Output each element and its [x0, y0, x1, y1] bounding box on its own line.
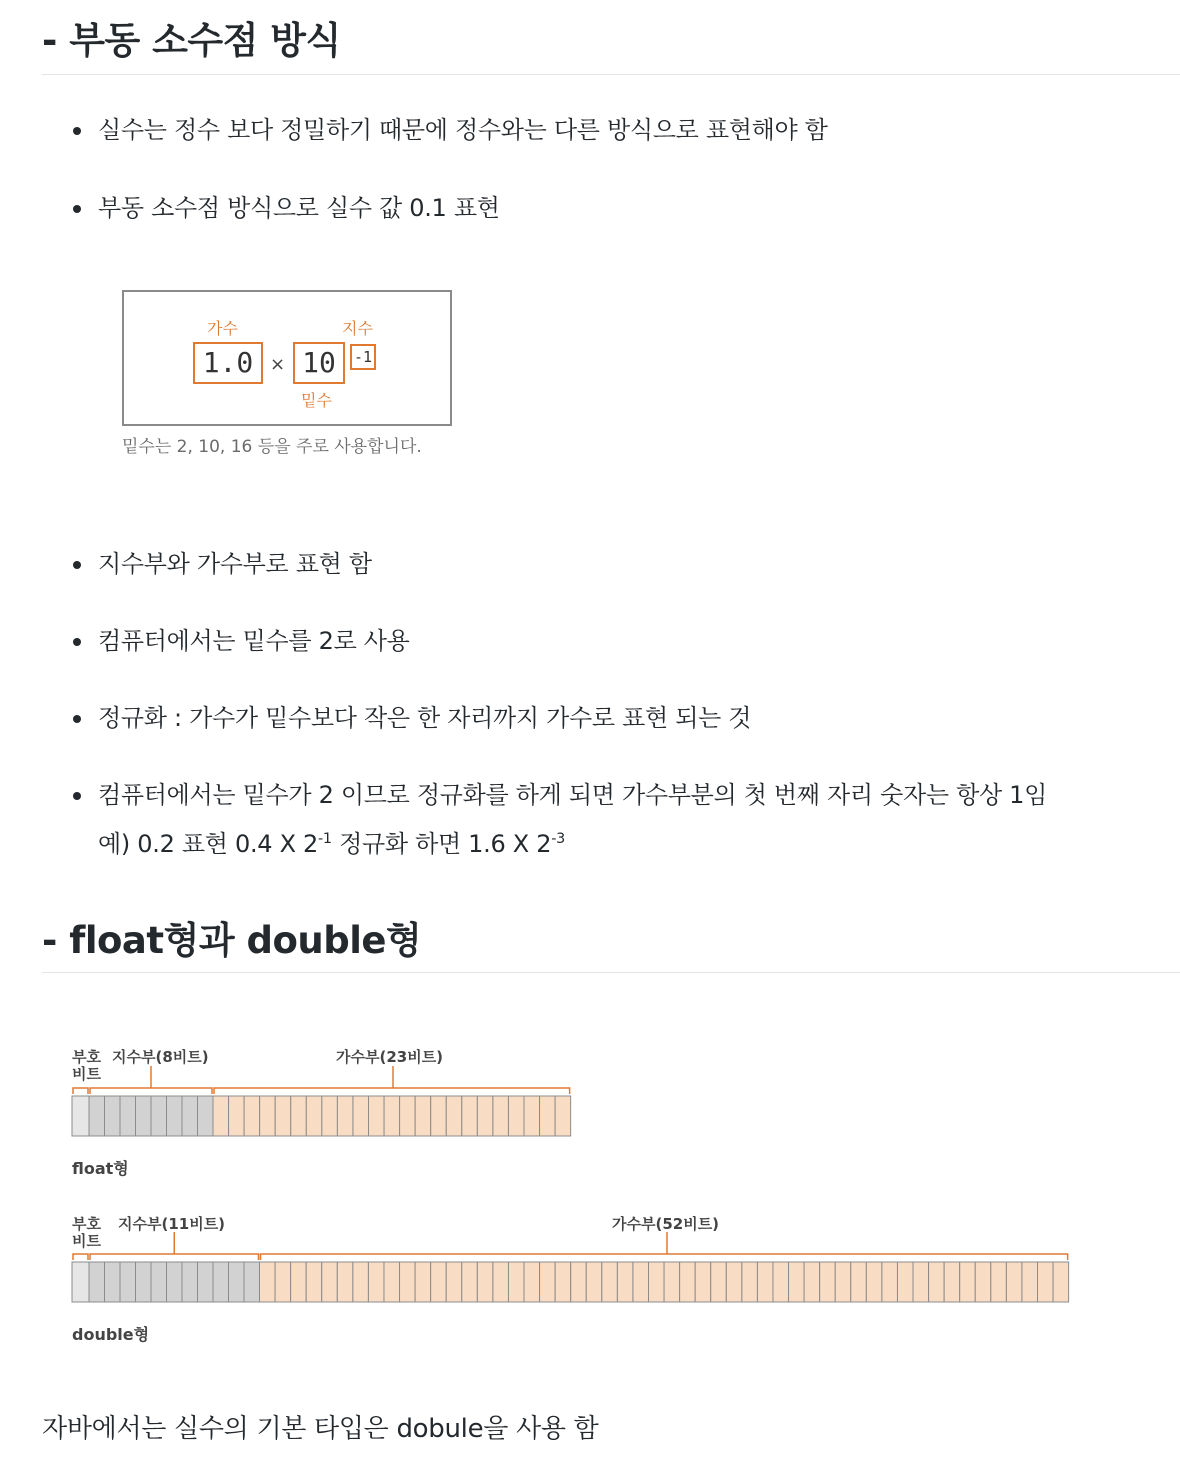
mantissa-bit-cell — [555, 1096, 571, 1136]
double-mantissa-label: 가수부(52비트) — [612, 1215, 720, 1233]
mantissa-bit-cell — [384, 1262, 400, 1302]
example-middle: 정규화 하면 1.6 X 2 — [331, 830, 552, 858]
mantissa-bit-cell — [368, 1262, 384, 1302]
mantissa-bit-cell — [322, 1262, 338, 1302]
mantissa-bit-cell — [477, 1262, 493, 1302]
mantissa-bit-cell — [773, 1262, 789, 1302]
mantissa-box: 1.0 — [193, 342, 263, 384]
mantissa-bit-cell — [400, 1096, 416, 1136]
base-label: 밑수 — [301, 391, 332, 410]
mantissa-bit-cell — [275, 1262, 291, 1302]
base-box: 10 — [293, 342, 345, 384]
exponent-bit-cell — [136, 1096, 152, 1136]
mantissa-bit-cell — [1006, 1262, 1022, 1302]
mantissa-bit-cell — [742, 1262, 758, 1302]
list-item: 실수는 정수 보다 정밀하기 때문에 정수와는 다른 방식으로 표현해야 함 — [42, 108, 1162, 152]
mantissa-bit-cell — [291, 1262, 307, 1302]
mantissa-bit-cell — [555, 1262, 571, 1302]
mantissa-bit-cell — [415, 1262, 431, 1302]
mantissa-bit-cell — [929, 1262, 945, 1302]
list-item: 부동 소수점 방식으로 실수 값 0.1 표현 — [42, 186, 1162, 230]
closing-paragraph: 자바에서는 실수의 기본 타입은 dobule을 사용 함 — [42, 1414, 599, 1444]
mantissa-bit-cell — [960, 1262, 976, 1302]
mantissa-bit-cell — [508, 1262, 524, 1302]
exponent-bit-cell — [136, 1262, 152, 1302]
double-type-name: double형 — [72, 1325, 150, 1344]
mantissa-bit-cell — [229, 1096, 245, 1136]
mantissa-bit-cell — [337, 1096, 353, 1136]
float-bit-diagram — [66, 1062, 586, 1142]
mantissa-bit-cell — [291, 1096, 307, 1136]
mantissa-bit-cell — [462, 1096, 478, 1136]
floating-point-figure — [122, 290, 452, 426]
mantissa-bit-cell — [913, 1262, 929, 1302]
mantissa-bit-cell — [804, 1262, 820, 1302]
mantissa-bit-cell — [322, 1096, 338, 1136]
mantissa-bit-cell — [571, 1262, 587, 1302]
mantissa-bit-cell — [851, 1262, 867, 1302]
mantissa-bit-cell — [944, 1262, 960, 1302]
mantissa-bracket — [214, 1088, 570, 1094]
exponent-label: 지수 — [342, 319, 373, 338]
exponent-bit-cell — [151, 1096, 167, 1136]
mantissa-bit-cell — [244, 1096, 260, 1136]
sign-bracket — [73, 1254, 88, 1260]
exponent-bit-cell — [198, 1096, 214, 1136]
bullet-list-bottom — [42, 542, 1162, 866]
mantissa-bit-cell — [991, 1262, 1007, 1302]
mantissa-bit-cell — [400, 1262, 416, 1302]
exponent-bit-cell — [167, 1096, 183, 1136]
mantissa-bit-cell — [493, 1262, 509, 1302]
mantissa-bit-cell — [649, 1262, 665, 1302]
exponent-bit-cell — [105, 1262, 121, 1302]
mantissa-bit-cell — [789, 1262, 805, 1302]
sign-bit-cell — [72, 1262, 89, 1302]
mantissa-bit-cell — [897, 1262, 913, 1302]
mantissa-bit-cell — [353, 1096, 369, 1136]
list-item-normalization — [42, 773, 1162, 866]
mantissa-bit-cell — [213, 1096, 229, 1136]
example-exponent-1: -1 — [318, 831, 332, 847]
section-heading-floating-point: - 부동 소수점 방식 — [42, 19, 341, 62]
exponent-bit-cell — [182, 1096, 198, 1136]
exponent-bracket — [90, 1088, 212, 1094]
heading-divider — [42, 972, 1180, 973]
float-mantissa-label: 가수부(23비트) — [336, 1048, 444, 1066]
float-sign-label-1: 부호 — [72, 1048, 101, 1066]
mantissa-bit-cell — [882, 1262, 898, 1302]
mantissa-bit-cell — [524, 1096, 540, 1136]
exponent-bit-cell — [244, 1262, 260, 1302]
list-item-text: 컴퓨터에서는 밑수가 2 이므로 정규화를 하게 되면 가수부분의 첫 번째 자리 숫자는 항상 1임 — [98, 781, 1048, 809]
mantissa-bit-cell — [275, 1096, 291, 1136]
mantissa-bit-cell — [306, 1096, 322, 1136]
mantissa-bit-cell — [493, 1096, 509, 1136]
sign-bit-cell — [72, 1096, 89, 1136]
list-item: 지수부와 가수부로 표현 함 — [42, 542, 1162, 586]
heading-divider — [42, 74, 1180, 75]
mantissa-bit-cell — [369, 1096, 385, 1136]
exponent-bit-cell — [213, 1262, 229, 1302]
double-sign-label-2: 비트 — [72, 1232, 101, 1250]
exponent-bit-cell — [182, 1262, 198, 1302]
exponent-bracket — [90, 1254, 259, 1260]
mantissa-bit-cell — [586, 1262, 602, 1302]
mantissa-bit-cell — [446, 1262, 462, 1302]
list-item: 정규화 : 가수가 밑수보다 작은 한 자리까지 가수로 표현 되는 것 — [42, 696, 1162, 740]
double-exponent-label: 지수부(11비트) — [118, 1215, 226, 1233]
mantissa-bit-cell — [260, 1262, 276, 1302]
mantissa-label: 가수 — [207, 319, 238, 338]
example-exponent-2: -3 — [551, 831, 565, 847]
float-exponent-label: 지수부(8비트) — [112, 1048, 209, 1066]
example-text — [98, 830, 565, 858]
mantissa-bit-cell — [415, 1096, 431, 1136]
mantissa-bit-cell — [306, 1262, 322, 1302]
mantissa-bit-cell — [337, 1262, 353, 1302]
list-item: 컴퓨터에서는 밑수를 2로 사용 — [42, 619, 1162, 663]
exponent-bit-cell — [167, 1262, 183, 1302]
bullet-list-top — [42, 108, 1162, 230]
mantissa-bit-cell — [757, 1262, 773, 1302]
mantissa-bit-cell — [695, 1262, 711, 1302]
section-heading-float-double: - float형과 double형 — [42, 919, 422, 962]
mantissa-bit-cell — [524, 1262, 540, 1302]
exponent-box: -1 — [350, 344, 376, 370]
multiply-sign: × — [270, 354, 286, 375]
double-sign-label-1: 부호 — [72, 1215, 101, 1233]
exponent-bit-cell — [89, 1096, 105, 1136]
mantissa-bit-cell — [664, 1262, 680, 1302]
mantissa-bit-cell — [633, 1262, 649, 1302]
float-sign-label-2: 비트 — [72, 1065, 101, 1083]
mantissa-bit-cell — [477, 1096, 493, 1136]
mantissa-bit-cell — [835, 1262, 851, 1302]
mantissa-bit-cell — [540, 1262, 556, 1302]
mantissa-bit-cell — [508, 1096, 524, 1136]
exponent-bit-cell — [198, 1262, 214, 1302]
mantissa-bit-cell — [353, 1262, 369, 1302]
exponent-bit-cell — [120, 1096, 136, 1136]
exponent-bit-cell — [151, 1262, 167, 1302]
mantissa-bit-cell — [260, 1096, 276, 1136]
mantissa-bit-cell — [1053, 1262, 1069, 1302]
mantissa-bit-cell — [446, 1096, 462, 1136]
mantissa-bit-cell — [1022, 1262, 1038, 1302]
mantissa-bit-cell — [711, 1262, 727, 1302]
sign-bracket — [73, 1088, 88, 1094]
mantissa-bit-cell — [975, 1262, 991, 1302]
exponent-bit-cell — [89, 1262, 105, 1302]
mantissa-bit-cell — [617, 1262, 633, 1302]
mantissa-bit-cell — [462, 1262, 478, 1302]
mantissa-bit-cell — [384, 1096, 400, 1136]
mantissa-bracket — [261, 1254, 1068, 1260]
exponent-bit-cell — [120, 1262, 136, 1302]
mantissa-bit-cell — [1038, 1262, 1054, 1302]
mantissa-bit-cell — [680, 1262, 696, 1302]
mantissa-bit-cell — [431, 1262, 447, 1302]
mantissa-bit-cell — [820, 1262, 836, 1302]
mantissa-bit-cell — [866, 1262, 882, 1302]
mantissa-bit-cell — [602, 1262, 618, 1302]
double-bit-diagram — [66, 1228, 1086, 1308]
figure-caption: 밑수는 2, 10, 16 등을 주로 사용합니다. — [122, 437, 422, 457]
mantissa-bit-cell — [431, 1096, 447, 1136]
exponent-bit-cell — [105, 1096, 121, 1136]
example-prefix: 예) 0.2 표현 0.4 X 2 — [98, 830, 319, 858]
float-type-name: float형 — [72, 1159, 129, 1178]
mantissa-bit-cell — [726, 1262, 742, 1302]
exponent-bit-cell — [229, 1262, 245, 1302]
mantissa-bit-cell — [540, 1096, 556, 1136]
